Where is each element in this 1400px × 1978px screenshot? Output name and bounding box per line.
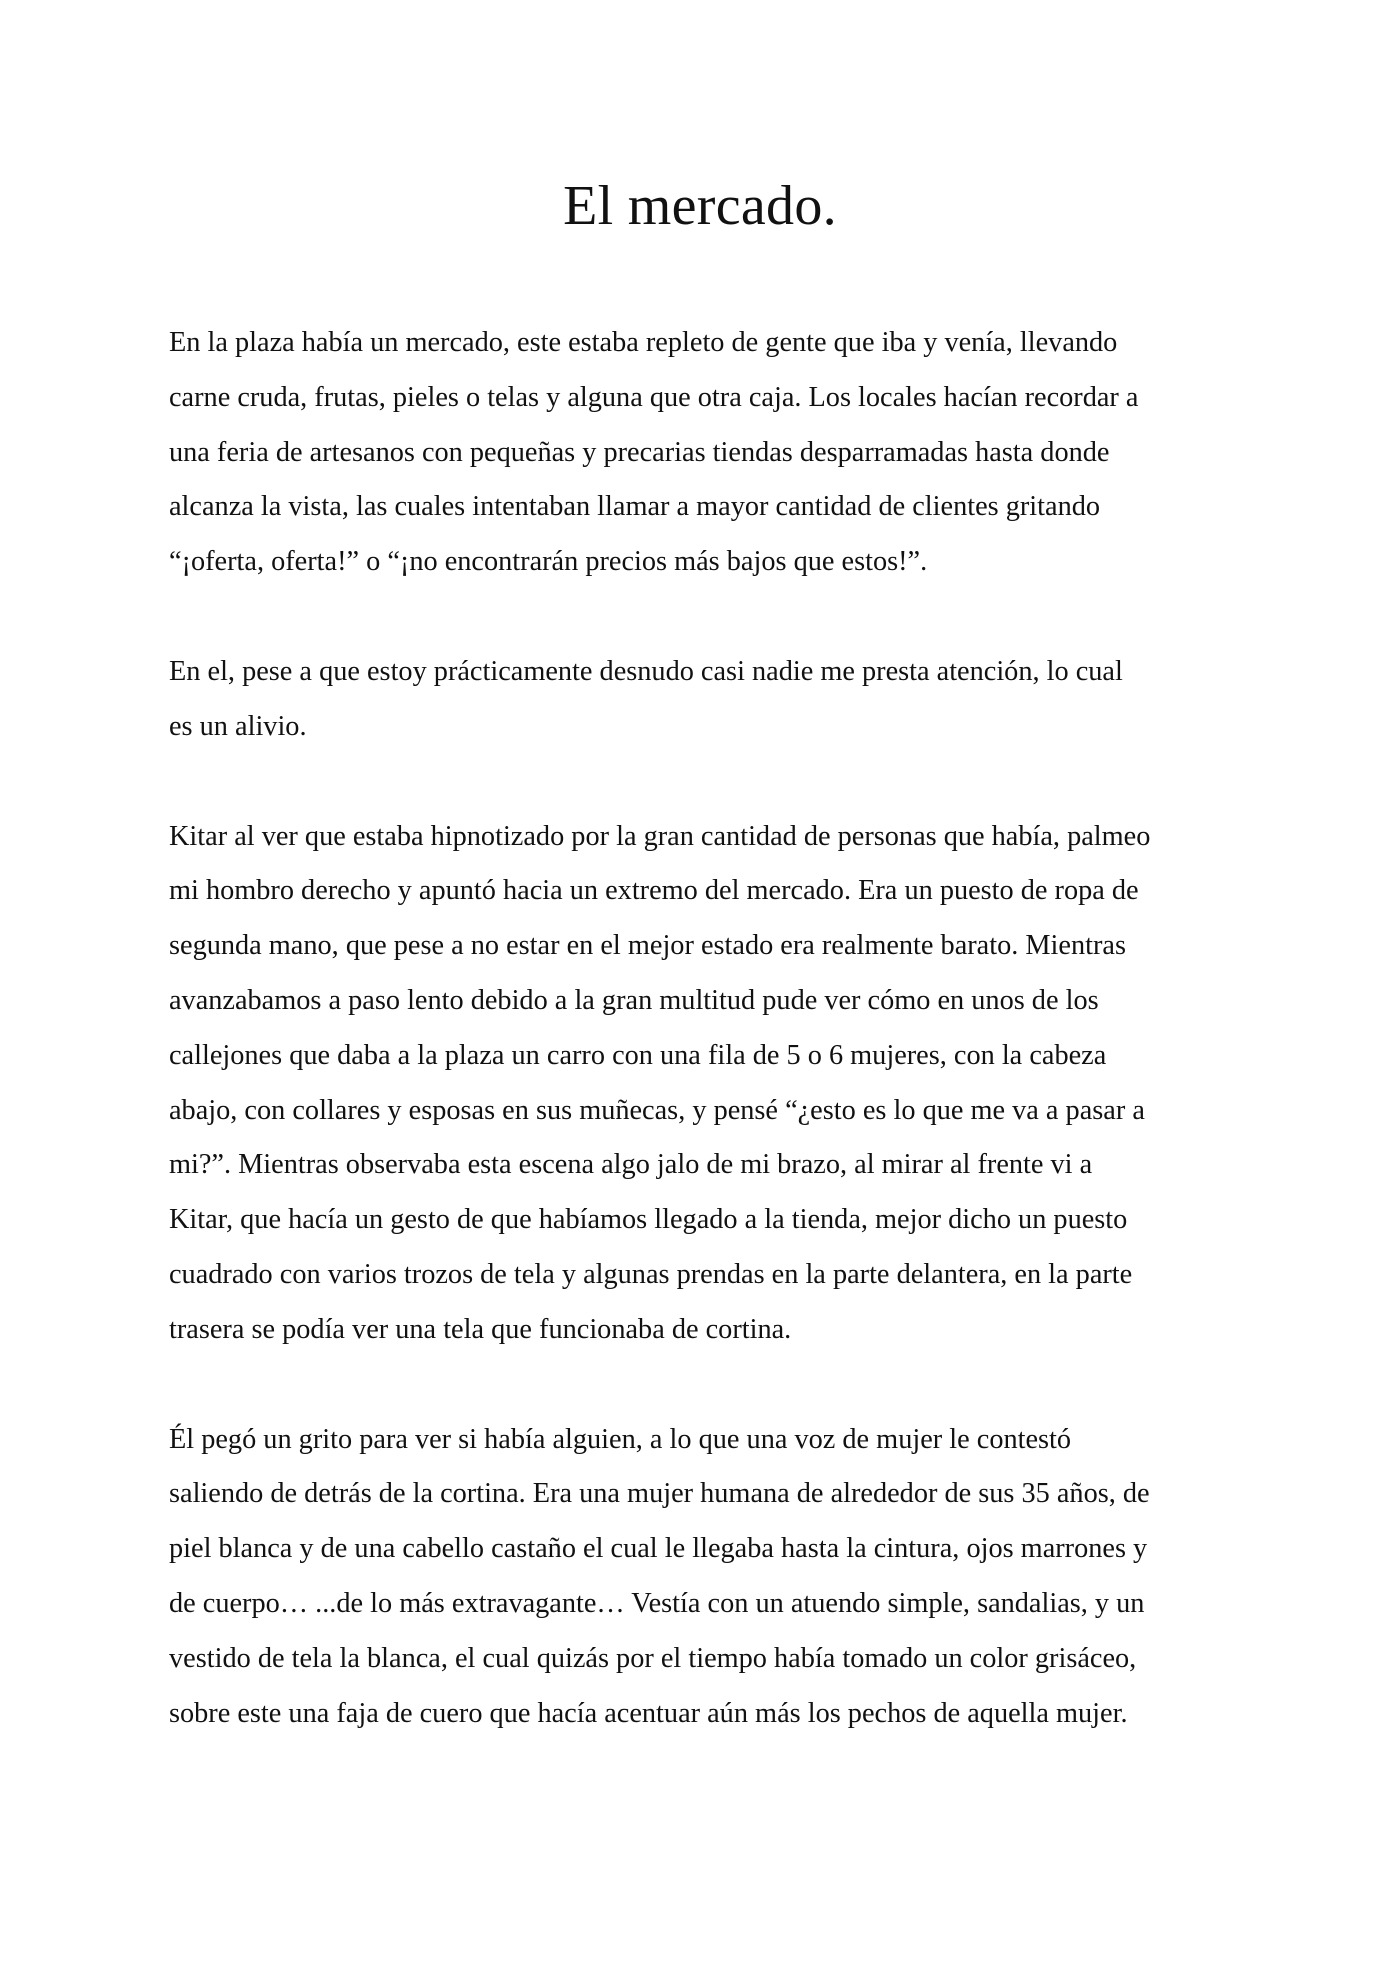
- document-title: El mercado.: [563, 175, 837, 237]
- text-line: trasera se podía ver una tela que funcionaba de cortina.: [169, 1313, 792, 1345]
- text-line: avanzabamos a paso lento debido a la gran multitud pude ver cómo en unos de los: [169, 984, 1099, 1016]
- paragraph-2: [169, 645, 1231, 755]
- text-line: Kitar, que hacía un gesto de que habíamos llegado a la tienda, mejor dicho un puesto: [169, 1204, 1128, 1236]
- text-line: “¡oferta, oferta!” o “¡no encontrarán precios más bajos que estos!”.: [169, 546, 928, 578]
- text-line: En la plaza había un mercado, este estaba repleto de gente que iba y venía, llevando: [169, 327, 1118, 358]
- text-line: vestido de tela la blanca, el cual quizás por el tiempo había tomado un color grisáceo,: [169, 1642, 1137, 1674]
- document-body: [169, 316, 1231, 1796]
- text-line: una feria de artesanos con pequeñas y precarias tiendas desparramadas hasta donde: [169, 436, 1110, 468]
- text-line: mi?”. Mientras observaba esta escena algo jalo de mi brazo, al mirar al frente vi a: [169, 1149, 1093, 1181]
- text-line: de cuerpo… ...de lo más extravagante… Vestía con un atuendo simple, sandalias, y un: [169, 1587, 1145, 1619]
- text-line: cuadrado con varios trozos de tela y algunas prendas en la parte delantera, en la parte: [169, 1258, 1133, 1290]
- text-line: segunda mano, que pese a no estar en el mejor estado era realmente barato. Mientras: [169, 930, 1126, 962]
- paragraph-3: [169, 810, 1231, 1358]
- text-line: piel blanca y de una cabello castaño el cual le llegaba hasta la cintura, ojos marrones y: [169, 1533, 1148, 1565]
- text-line: carne cruda, frutas, pieles o telas y alguna que otra caja. Los locales hacían recordar a: [169, 381, 1139, 413]
- paragraph-4: [169, 1413, 1231, 1742]
- text-line: alcanza la vista, las cuales intentaban llamar a mayor cantidad de clientes gritando: [169, 491, 1101, 523]
- text-line: Él pegó un grito para ver si había alguien, a lo que una voz de mujer le contestó: [169, 1423, 1072, 1455]
- text-line: callejones que daba a la plaza un carro con una fila de 5 o 6 mujeres, con la cabeza: [169, 1039, 1107, 1071]
- text-line: sobre este una faja de cuero que hacía acentuar aún más los pechos de aquella mujer.: [169, 1697, 1128, 1729]
- text-line: abajo, con collares y esposas en sus muñecas, y pensé “¿esto es lo que me va a pasar a: [169, 1094, 1145, 1126]
- text-line: saliendo de detrás de la cortina. Era una mujer humana de alrededor de sus 35 años, de: [169, 1478, 1150, 1510]
- text-line: mi hombro derecho y apuntó hacia un extremo del mercado. Era un puesto de ropa de: [169, 875, 1139, 907]
- text-line: En el, pese a que estoy prácticamente desnudo casi nadie me presta atención, lo cual: [169, 655, 1123, 687]
- paragraph-1: [169, 316, 1231, 590]
- text-line: es un alivio.: [169, 710, 307, 742]
- text-line: Kitar al ver que estaba hipnotizado por la gran cantidad de personas que había, palmeo: [169, 820, 1151, 852]
